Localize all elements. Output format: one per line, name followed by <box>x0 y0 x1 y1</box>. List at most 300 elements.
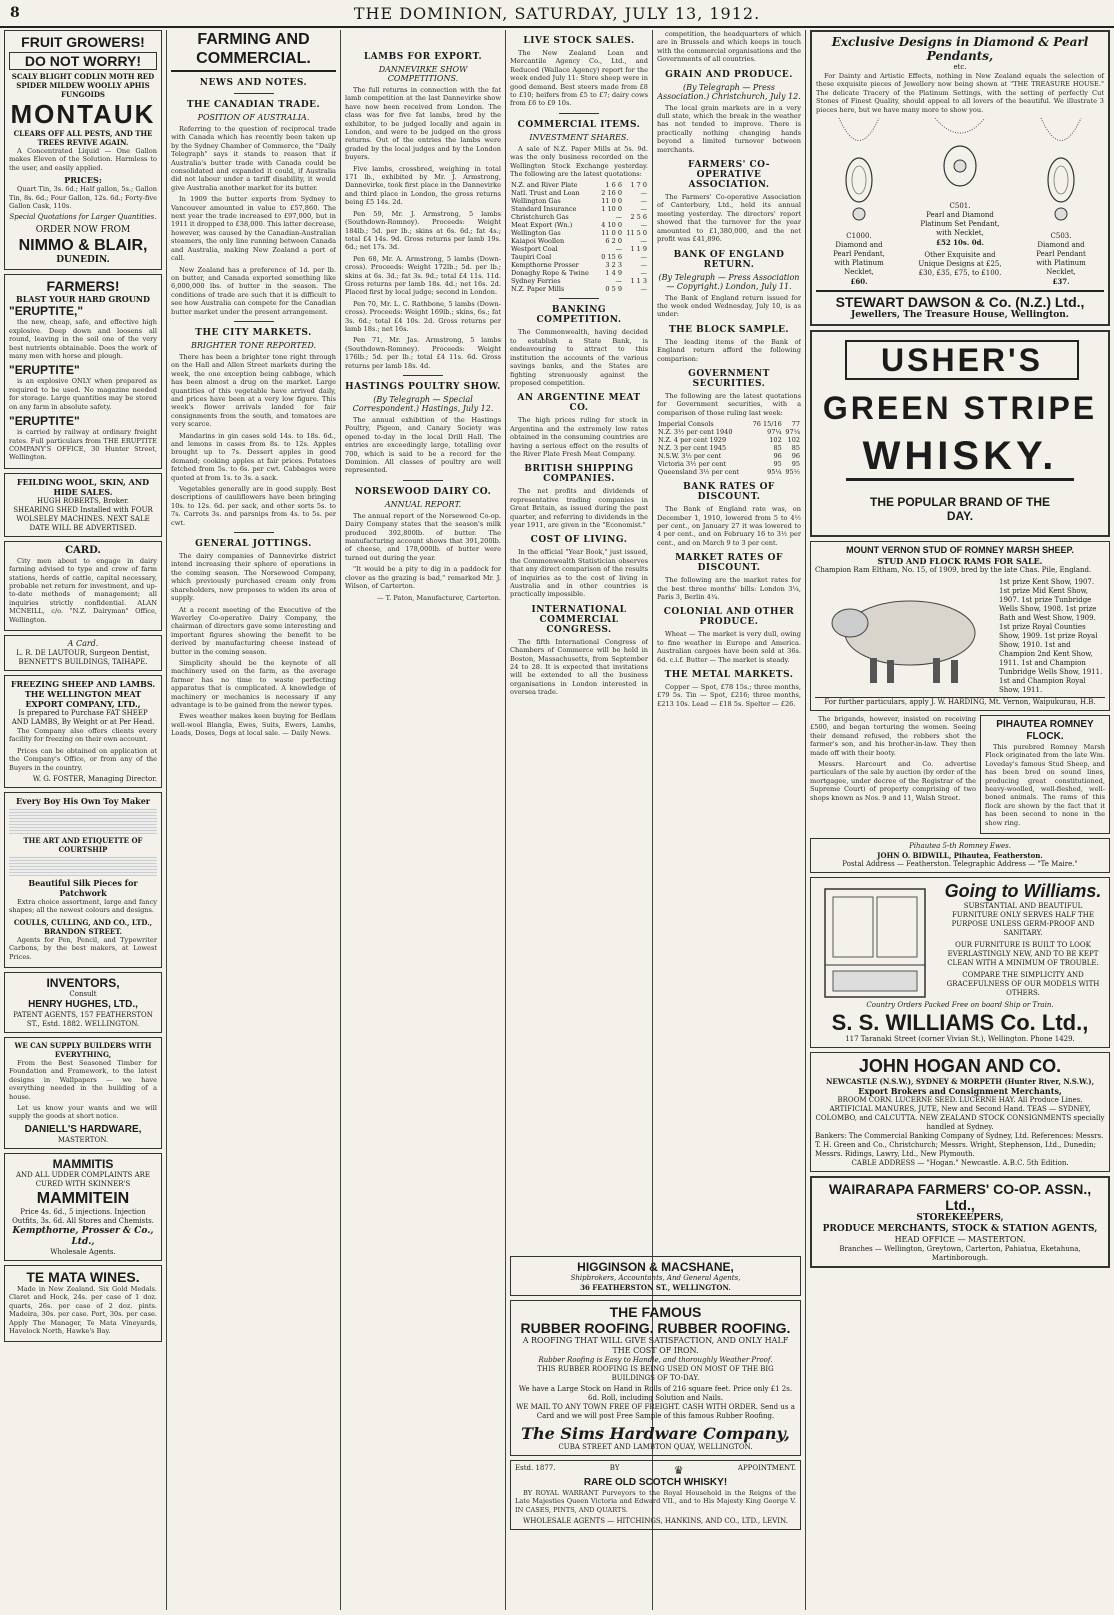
table-cell-value: 11 0 0 <box>601 229 622 238</box>
table-row <box>510 237 648 245</box>
ad-heading: Beautiful Silk Pieces for Patchwork <box>28 878 138 898</box>
table-row <box>657 452 801 460</box>
table-cell-value: 11 0 0 <box>601 197 622 206</box>
table-row <box>510 197 648 205</box>
higginson-ad <box>510 1256 801 1296</box>
article-subheading: POSITION OF AUSTRALIA. <box>197 113 310 122</box>
ad-note: Other Exquisite and Unique Designs at £25, £30, £35, £75, to £100. <box>918 251 1002 278</box>
ad-body: OUR FURNITURE IS BUILT TO LOOK EVERLASTINGLY NEW, AND TO BE KEPT CLEAN WITH A MINIMUM OF TROUBLE. <box>947 941 1099 968</box>
ad-heading: MAMMITIS <box>52 1156 114 1171</box>
item-code: C501. <box>949 202 971 211</box>
article-subheading: (By Telegraph — Special Correspondent.) Hastings, July 12. <box>352 395 494 413</box>
separator <box>559 113 599 114</box>
eruptite-ad <box>4 274 162 468</box>
table-row <box>510 229 648 237</box>
securities-table <box>657 420 801 476</box>
owner-name: JOHN O. BIDWILL, Pihautea, Featherston. <box>877 851 1043 861</box>
article-paragraph: The high prices ruling for stock in Argentina and the extremely low rates obtained in the consuming countries are having a serious effect on the results of the River Plate Fresh Meat Company. <box>510 416 648 458</box>
table-cell-name: N.Z. and River Plate <box>511 181 578 190</box>
table-cell-name: N.Z. 4 per cent 1929 <box>658 436 727 445</box>
table-row <box>657 436 801 444</box>
article-paragraph: Copper — Spot, £78 15s.; three months, £79 5s. Tin — Spot, £216; three months, £213 10s. Lead — £18 5s. Spelter — £26. <box>657 683 801 708</box>
pest-list: SCALY BLIGHT CODLIN MOTH RED SPIDER MILDEW WOOLLY APHIS FUNGOIDS <box>11 72 155 99</box>
article-subheading: (By Telegraph — Press Association — Copyright.) London, July 11. <box>658 272 800 291</box>
article-subheading: ANNUAL REPORT. <box>384 499 462 509</box>
ram-illustration <box>815 578 995 688</box>
williams-furniture-ad <box>810 877 1110 1048</box>
table-cell-value: — <box>640 237 647 246</box>
table-cell-value: 96 <box>791 452 800 461</box>
table-cell-value: 0 5 9 <box>605 285 622 294</box>
table-cell-name: Kempthorne Prosser <box>511 261 579 270</box>
ad-body: the new, cheap, safe, and effective high explosive. Deep down and loosens all round, leaving in the soil one of the very best nutrients obtainable. Does the work of many men with horse and plough. <box>9 318 157 361</box>
article-heading: THE METAL MARKETS. <box>664 670 794 681</box>
prices-label: PRICES: <box>64 175 102 186</box>
ad-body: Consult <box>69 990 97 999</box>
hardware-ad <box>4 1037 162 1149</box>
table-row <box>510 221 648 229</box>
article-paragraph: In the official "Year Book," just issued, the Commonwealth Statistician observes that any direct comparison of the results of inquiries as to the cost of living in Australia and in other countries is practically impossible. <box>510 548 648 599</box>
separator <box>234 532 274 533</box>
wool-sale-ad <box>4 473 162 537</box>
table-cell-value: 95¼ <box>767 468 782 477</box>
table-cell-value: 1 7 0 <box>630 181 647 190</box>
table-cell-value: 77 <box>791 420 800 429</box>
article-heading: COST OF LIVING. <box>530 535 628 546</box>
brand-name: GREEN STRIPE <box>822 390 1098 427</box>
ad-body: A Concentrated Liquid — One Gallon makes Eleven of the Solution. Harmless to the user, and easily applied. <box>9 147 157 172</box>
stewart-dawson-ad <box>810 30 1110 326</box>
article-paragraph: The dairy companies of Dannevirke district intend increasing their sphere of operations in the coming season. The Norsewood Company, which previously purchased cream only from shareholders, now proposes to widen its area of supply. <box>171 552 336 603</box>
table-cell-name: Westport Coal <box>511 245 558 254</box>
article-heading: BANKING COMPETITION. <box>536 305 622 326</box>
article-heading: GOVERNMENT SECURITIES. <box>688 368 770 389</box>
table-row <box>657 468 801 476</box>
pendant-item <box>1031 118 1091 286</box>
pendant-icon <box>834 118 884 228</box>
novelty-books-ad <box>4 792 162 968</box>
newspaper-title: THE DOMINION, SATURDAY, JULY 13, 1912. <box>353 4 761 23</box>
table-cell-value: — <box>640 189 647 198</box>
ad-subheading: BLAST YOUR HARD GROUND <box>15 294 150 305</box>
table-cell-value: 95 <box>791 460 800 469</box>
montauk-ad <box>4 30 162 270</box>
article-paragraph: At a recent meeting of the Executive of the Waverley Co-operative Dairy Company, the chairman of directors gave some interesting and important figures showing the benefit to be derived by manufacturing cheese instead of butter in the coming season. <box>171 605 336 656</box>
ad-heading: JOHN HOGAN AND CO. <box>858 1056 1062 1077</box>
ad-heading: A Card. <box>67 638 99 648</box>
table-cell-value: 85 <box>773 444 782 453</box>
ad-appointment: APPOINTMENT. <box>737 1464 796 1472</box>
article-paragraph: Wheat — The market is very dull, owing to fine weather in Europe and America. Australian cargoes have been sold at 36s. 6d. c.i.f. Butter — The market is steady. <box>657 630 801 664</box>
article-paragraph: New Zealand has a preference of 1d. per lb. on butter, and Canada exported something like 6,000,000 lbs. of butter in the season. The conditions of trade are such that it is difficult to see how Australia can compete for the Canadian butter market under the present arrangement. <box>171 265 336 316</box>
article-heading: GENERAL JOTTINGS. <box>195 539 312 550</box>
article-paragraph: The Commonwealth, having decided to establish a State Bank, is endeavouring to attract to this institution the accounts of the various savings banks, and the States are fighting strenuously against the proposed competition. <box>510 328 648 387</box>
masthead <box>0 0 1114 28</box>
article-paragraph: The following are the latest quotations for Government securities, with a comparison of those ruling last week: <box>657 391 801 417</box>
ad-cable: CABLE ADDRESS — "Hogan." Newcastle. A.B.C. 5th Edition. <box>851 1159 1069 1168</box>
firm-name: HENRY HUGHES, LTD., <box>28 999 138 1011</box>
table-cell-value: 3 2 3 <box>605 261 622 270</box>
ad-heading: FREEZING SHEEP AND LAMBS. <box>10 678 156 689</box>
table-cell-name: Standard Insurance <box>511 205 577 214</box>
ad-body: THIS RUBBER ROOFING IS BEING USED ON MOST OF THE BIG BUILDINGS OF TO-DAY. <box>537 1365 774 1382</box>
ad-note: Country Orders Packed Free on board Ship or Train. <box>866 1001 1054 1010</box>
article-heading: FARMERS' CO-OPERATIVE ASSOCIATION. <box>687 160 771 191</box>
article-paragraph: The New Zealand Loan and Mercantile Agency Co., Ltd., and Reduced (Wallace Agency) report for the week ended July 11: Store sheep were in good demand. Best steers made from £8 to £10; heifers from £5 to £7; dairy cows from £6 to £9 10s. <box>510 49 648 108</box>
ad-heading: Every Boy His Own Toy Maker <box>15 796 151 806</box>
crest-icon: ♛ <box>673 1464 684 1477</box>
separator <box>403 375 443 376</box>
table-row <box>657 420 801 428</box>
table-cell-value: 1 4 9 <box>605 269 622 278</box>
ad-body: Rubber Roofing is Easy to Handle, and thoroughly Weather Proof. <box>538 1356 773 1364</box>
ad-note: Special Quotations for Larger Quantities. <box>9 213 157 222</box>
ad-body: is carried by railway at ordinary freight rates. Full particulars from THE ERUPTITE COMPANY'S OFFICE, 30 Hunter Street, Wellington. <box>9 428 157 462</box>
ad-heading: MOUNT VERNON STUD OF ROMNEY MARSH SHEEP. <box>846 545 1074 556</box>
brand-name: USHER'S <box>845 340 1079 380</box>
table-row <box>510 245 648 253</box>
article-paragraph: The Bank of England return issued for the week ended Wednesday, July 10, is as under: <box>657 293 801 319</box>
table-cell-value: 96 <box>773 452 782 461</box>
firm-address: CUBA STREET AND LAMBTON QUAY, WELLINGTON. <box>558 1443 753 1451</box>
ad-body: This purebred Romney Marsh Flock originated from the late Wm. Loveday's famous Stud Sheep, and has been bred on sound lines, producing great constitutioned, heavy-woolled, well-fleshed, well-boned animals. The rams of this flock are shown by the fact that it has been second to none in the show ring. <box>985 743 1105 827</box>
article-subheading: BRIGHTER TONE REPORTED. <box>191 340 316 350</box>
ad-body: Let us know your wants and we will supply the goods at short notice. <box>9 1104 157 1121</box>
table-cell-name: Kaiapoi Woollen <box>511 237 565 246</box>
article-heading: AN ARGENTINE MEAT CO. <box>517 393 641 414</box>
item-price: £60. <box>850 277 868 287</box>
table-cell-value: 1 6 6 <box>605 181 622 190</box>
ad-etc: etc. <box>953 63 967 71</box>
table-row <box>510 189 648 197</box>
article-heading: THE CITY MARKETS. <box>195 327 312 338</box>
table-cell-value: — <box>640 205 647 214</box>
firm-address: 117 Taranaki Street (corner Vivian St.), Wellington. Phone 1429. <box>845 1035 1075 1044</box>
article-paragraph: A sale of N.Z. Paper Mills at 5s. 9d. was the only business recorded on the Wellington Stock Exchange yesterday. The following are the latest quotations: <box>510 144 648 179</box>
table-cell-name: Imperial Consols <box>658 420 714 429</box>
ad-body: BY ROYAL WARRANT Purveyors to the Royal Household in the Reigns of the Late Majesties Queen Victoria and Edward VII., and to His Majesty King George V. IN CASES, PINTS, AND QUARTS. <box>515 1489 796 1514</box>
ad-body: WE MAIL TO ANY TOWN FREE OF FREIGHT. CASH WITH ORDER. Send us a Card and we will post Free Sample of this famous Rubber Roofing. <box>516 1403 795 1420</box>
table-row <box>657 460 801 468</box>
table-cell-name: Taupiri Coal <box>511 253 552 262</box>
table-row <box>510 213 648 221</box>
table-cell-value: 95½ <box>785 468 800 477</box>
bookcase-illustration <box>815 881 935 1001</box>
ad-footer: For further particulars, apply J. W. HARDING, Mt. Vernon, Waipukurau, H.B. <box>815 697 1105 707</box>
ad-body: We have a Large Stock on Hand in Rolls of 216 square feet. Price only £1 2s. 6d. Roll, including Solution and Nails. <box>518 1385 793 1402</box>
ad-agents: WHOLESALE AGENTS — HITCHINGS, HANKINS, AND CO., LTD., LEVIN. <box>523 1517 788 1526</box>
separator <box>234 93 274 94</box>
table-row <box>510 253 648 261</box>
rubber-roofing-ad <box>510 1300 801 1456</box>
firm-address: 36 FEATHERSTON ST., WELLINGTON. <box>580 1283 731 1292</box>
table-cell-value: 102 <box>769 436 782 445</box>
article-paragraph: The local grain markets are in a very dull state, which the break in the weather has not tended to improve. There is practically nothing changing hands beyond a limited turnover between merchants. <box>657 103 801 154</box>
article-paragraph: There has been a brighter tone right through on the Hall and Allen Street markets during the week, the one exception being cabbage, which has been almost a drug on the market. Large quantities of this vegetable have arrived daily, and prices have been at a very low figure. This week's flower arrivals landed for fair consignments from the south, and tomatoes are very scarce. <box>171 352 336 429</box>
article-heading: LIVE STOCK SALES. <box>523 36 635 46</box>
dairy-card-ad <box>4 541 162 631</box>
ad-heading: THE FAMOUS <box>609 1304 702 1320</box>
branches: Branches — Wellington, Greytown, Carterton, Pahiatua, Eketahuna, Martinborough. <box>839 1245 1081 1263</box>
table-cell-value: 2 16 0 <box>601 189 622 198</box>
article-paragraph: Mandarins in gin cases sold 14s. to 18s. 6d., and lemons in cases from 8s. to 12s. Apples brought up to 7s. Dessert apples in good demand; cooking apples at fair prices. Potatoes fetched from 5s. to 6s. per cwt. Cabbages were quoted at from 1s. to 3s. a sack. <box>171 431 336 482</box>
ad-heading: INVENTORS, <box>46 976 120 991</box>
article-heading: INTERNATIONAL COMMERCIAL CONGRESS. <box>531 604 627 635</box>
article-heading: LAMBS FOR EXPORT. <box>363 52 483 62</box>
table-cell-name: Sydney Ferries <box>511 277 561 286</box>
article-heading: HASTINGS POULTRY SHOW. <box>345 382 501 392</box>
separator <box>403 480 443 481</box>
table-cell-value: 11 5 0 <box>626 229 647 238</box>
firm-city: DUNEDIN. <box>56 255 110 266</box>
table-cell-name: N.Z. 3½ per cent 1940 <box>658 428 733 437</box>
ad-body: For Dainty and Artistic Effects, nothing in New Zealand equals the selection of these exquisite pieces of Jewellery now being shown at "THE TREASURE HOUSE." The delicate Tracery of the Platinum Settings, with the setting of perfectly Cut Stones of Finest Quality, should appeal to all lovers of the beautiful. We illustrate 3 pieces here, but we have many more to show you. <box>816 72 1104 114</box>
article-subheading: DANNEVIRKE SHOW COMPETITIONS. <box>378 65 468 83</box>
pendant-item <box>915 118 1005 286</box>
column-4-commercial <box>510 30 648 1250</box>
ad-tagline: A ROOFING THAT WILL GIVE SATISFACTION, AND ONLY HALF THE COST OF IRON. <box>522 1336 789 1355</box>
firm-name: STEWART DAWSON & Co. (N.Z.) Ltd., <box>816 290 1104 310</box>
article-subheading: INVESTMENT SHARES. <box>529 132 629 142</box>
pihautea-ad <box>980 715 1110 834</box>
article-paragraph: The annual report of the Norsewood Co-op. Dairy Company states that the season's milk produced 392,800lb. of butter. The manufacturing account shows that 391,200lb. of cheese, and 178,000lb. of butter were turned out during the year. <box>345 511 501 562</box>
ad-body: City men about to engage in dairy farming advised to type and crew of farm stations, herds of cattle, capital necessary, probable net return for investment, and up-to-date methods of management; all inquiries strictly confidential. ALAN MCNEILL, c/o. "N.Z. Dairyman" Office, Wellington. <box>9 556 157 624</box>
pendant-icon <box>930 118 990 198</box>
article-paragraph: The following are the market rates for the best three months' bills: London 3¼, Paris 3, Berlin 4¼. <box>657 576 801 601</box>
table-cell-value: 6 2 0 <box>605 237 622 246</box>
table-cell-value: — <box>640 261 647 270</box>
ad-body: SUBSTANTIAL AND BEAUTIFUL FURNITURE ONLY SERVES HALF THE PURPOSE UNLESS GERM-PROOF AND SANITARY. <box>951 902 1095 938</box>
ad-heading: FRUIT GROWERS! <box>21 34 145 50</box>
table-cell-value: 97¼ <box>767 428 782 437</box>
ad-subheading: BROOM CORN. LUCERNE SEED. LUCERNE HAY. All Produce Lines. <box>837 1096 1083 1105</box>
article-heading: THE CANADIAN TRADE. <box>186 100 321 110</box>
ad-body: SHEARING SHED Installed with FOUR WOLSELEY MACHINES. NEXT SALE DATE WILL BE ADVERTISED. <box>13 505 153 532</box>
image-caption: Pihautea 5-th Romney Ewes. <box>909 842 1011 851</box>
table-cell-value: 95 <box>773 460 782 469</box>
article-heading: MARKET RATES OF DISCOUNT. <box>675 553 783 574</box>
ad-heading: DO NOT WORRY! <box>9 52 157 70</box>
item-code: C503. <box>1050 232 1072 241</box>
column-5-markets <box>657 30 801 1250</box>
firm-name: Kempthorne, Prosser & Co., Ltd., <box>12 1225 154 1247</box>
ad-body: Extra choice assortment, large and fancy shapes; all the newest colours and designs. <box>9 898 157 915</box>
firm-role: Shipbrokers, Accountants, And General Agents, <box>570 1274 741 1282</box>
table-cell-name: Meat Export (Wn.) <box>511 221 573 230</box>
column-rule <box>166 30 167 1610</box>
table-cell-name: N.Z. Paper Mills <box>511 285 565 294</box>
article-paragraph: The net profits and dividends of representative trading companies in Great Britain, as issued during the past quarter, and referring to dividends in the year 1911, are given in the "Economist." <box>510 487 648 529</box>
share-prices-table <box>510 181 648 293</box>
item-price: £37. <box>1052 277 1070 287</box>
article-subheading: (By Telegraph — Press Association.) Christchurch, July 12. <box>657 82 801 101</box>
ad-body: Champion Ram Eltham, No. 15, of 1909, bred by the late Chas. Pile, England. <box>815 566 1092 575</box>
patent-agents-ad <box>4 972 162 1033</box>
article-heading: BANK OF ENGLAND RETURN. <box>673 249 785 270</box>
raid-continued <box>810 715 976 838</box>
article-paragraph: The Farmers' Co-operative Association of Canterbury, Ltd., held its annual meeting yesterday. The directors' report showed that the turnover for the year amounted to £1,380,000, and the net profit was £41,896. <box>657 193 801 244</box>
ad-body: Made in New Zealand. Six Gold Medals. Claret and Hock, 24s. per case of 1 doz. quarts, 26s. per case of 2 doz. pints. Madeira, 30s. per case. Port, 30s. per case. Apply The Manager, Te Mata Vineyards, Havelock North, Hawke's Bay. <box>9 1284 157 1335</box>
pendant-item <box>829 118 889 286</box>
table-cell-value: 1 10 0 <box>601 205 622 214</box>
table-cell-value: — <box>615 245 622 254</box>
scotch-whisky-ad <box>510 1460 801 1530</box>
article-heading: THE BLOCK SAMPLE. <box>668 324 790 335</box>
table-cell-value: 97¼ <box>785 428 800 437</box>
table-cell-value: 85 <box>791 444 800 453</box>
separator <box>234 321 274 322</box>
table-cell-value: 76 15/16 <box>752 420 782 429</box>
bottom-ads-middle <box>510 1256 801 1610</box>
brand-name: "ERUPTITE," <box>9 304 84 319</box>
item-price: £52 10s. 0d. <box>936 238 984 248</box>
table-cell-value: 4 10 0 <box>601 221 622 230</box>
table-cell-value: — <box>615 213 622 222</box>
section-banner: FARMING AND COMMERCIAL. <box>171 30 336 72</box>
ad-body: Price 4s. 6d., 5 injections. Injection Outfits, 3s. 6d. All Stores and Chemists. <box>12 1207 154 1225</box>
table-row <box>510 269 648 277</box>
item-desc: Pearl and Diamond Platinum Set Pendant, with Necklet, <box>920 211 1000 238</box>
article-paragraph: The fifth International Congress of Chambers of Commerce will be held in Boston, Massachusetts, from September 24 to 28. It is expected that invitations will be extended to all the business organisations in London interested in oversea trade. <box>510 637 648 697</box>
article-heading: BANK RATES OF DISCOUNT. <box>683 482 775 503</box>
ad-body: Is prepared to Purchase FAT SHEEP AND LAMBS, By Weight or at Per Head. <box>11 708 155 726</box>
table-cell-name: Natl. Trust and Loan <box>511 189 580 198</box>
prize-list: 1st prize Kent Show, 1907. 1st prize Mid Kent Show, 1907. 1st prize Tunbridge Wells Show, 1908. 1st prize Bath and West Show, 1909. 1st prize Royal Counties Show, 1909. 1st prize Royal Show, 1910. 1st and Champion 2nd Kent Show, 1911. 1st and Champion Tunbridge Wells Show, 1911. 1st and Champion Royal Show, 1911. <box>999 578 1103 695</box>
ad-subheading: NEWCASTLE (N.S.W.), SYDNEY & MORPETH (Hunter River, N.S.W.), <box>825 1077 1095 1087</box>
firm-name: HUGH ROBERTS, Broker. <box>37 496 129 505</box>
article-paragraph: Ewes weather makes keen buying for Bedlam well-wool Blangla, Ewes, Suits, Ewers, Lambs, Loads, Doses, Dogs at local sale. — Daily News. <box>171 712 336 738</box>
ad-body: Prices can be obtained on application at the Company's Office, or from any of the Buyers in the country. <box>9 746 157 772</box>
firm-name: DANIELL'S HARDWARE, <box>24 1123 142 1135</box>
firm-city: MASTERTON. <box>57 1135 109 1144</box>
table-cell-name: Christchurch Gas <box>511 213 569 222</box>
ad-heading: TE MATA WINES. <box>26 1268 140 1285</box>
article-paragraph: In 1909 the butter exports from Sydney to Vancouver amounted in value to £57,860. The next year the trade increased to £97,000, but in 1911 it dropped to £38,000. This latter decrease, however, was caused by the Canadian-Australian steamers, the only line running between Canada and Australia, making New Zealand a port of call. <box>171 195 336 263</box>
table-cell-value: — <box>640 269 647 278</box>
table-row <box>657 444 801 452</box>
ad-signature: W. G. FOSTER, Managing Director. <box>32 775 157 783</box>
john-hogan-ad <box>810 1052 1110 1172</box>
firm-name: The Sims Hardware Company, <box>521 1424 790 1443</box>
column-rule <box>805 30 806 1610</box>
ad-heading: WAIRARAPA FARMERS' CO-OP. ASSN., Ltd., <box>828 1181 1092 1214</box>
table-row <box>510 277 648 285</box>
book-illustration <box>9 856 157 876</box>
article-paragraph: Five lambs, crossbred, weighing in total 171 lb., exhibited by Mr. J. Armstrong, Dannevirke, took first place in the Dannevirke and third place in London, the gross returns being £5 14s. 2d. <box>345 164 501 207</box>
article-paragraph: Messrs. Harcourt and Co. advertise particulars of the sale by auction (by order of the mortgagee, under decree of the Registrar of the Supreme Court) of property comprising of two shops known as Nos. 9 and 11, Walsh Street. <box>810 760 976 802</box>
firm-name: NIMMO & BLAIR, <box>18 237 148 255</box>
romney-stud-ad <box>810 541 1110 711</box>
separator <box>559 298 599 299</box>
table-row <box>510 285 648 293</box>
pihautea-footer <box>810 838 1110 873</box>
ad-body: Agents for Pen, Pencil, and Typewriter Carbons, by the best makers, at Lowest Prices. <box>9 935 157 961</box>
article-heading: COMMERCIAL ITEMS. <box>517 119 641 130</box>
brand-name: "ERUPTITE" <box>9 414 80 429</box>
ad-tagline: CLEARS OFF ALL PESTS, AND THE TREES REVIVE AGAIN. <box>13 129 153 147</box>
article-paragraph: Pen 70, Mr. L. C. Rathbone, 5 lambs (Down-cross). Proceeds: Weight 169lb.; skins, 6s.; fat 3s. 6d.; total £4 10s. 2d. Gross returns per lamb 18s.; net 16s. <box>345 299 501 333</box>
pendant-row <box>816 118 1104 286</box>
ad-body: AND ALL UDDER COMPLAINTS ARE CURED WITH SKINNER'S <box>15 1170 150 1188</box>
ad-subheading: Export Brokers and Consignment Merchants, <box>858 1086 1062 1097</box>
ad-body: PATENT AGENTS, 157 FEATHERSTON ST., Estd. 1882. WELLINGTON. <box>13 1011 153 1029</box>
column-rule <box>340 30 341 1610</box>
table-cell-value: 102 <box>787 436 800 445</box>
brand-name: MAMMITEIN <box>36 1189 130 1207</box>
ad-heading: THE ART AND ETIQUETTE OF COURTSHIP <box>23 836 143 854</box>
article-heading: COLONIAL AND OTHER PRODUCE. <box>663 607 795 628</box>
article-paragraph: Pen 71, Mr. Jas. Armstrong, 5 lambs (Southdown-Romney). Proceeds: Weight 176lb.; 5d. per lb.; total £4 11s. 6d. Gross returns per lamb 18s. 4d. <box>345 336 501 370</box>
article-paragraph: Pen 68, Mr. A. Armstrong, 5 lambs (Down-cross). Proceeds: Weight 172lb.; 5d. per lb.; skins at 6s. 3d.; fat 3s. 9d.; total £4 11s. 11d. Gross returns per lamb 18s. 4d.; net 16s. 2d. Placed first by local judge; second in London. <box>345 254 501 297</box>
article-paragraph: Vegetables generally are in good supply. Best descriptions of cauliflowers have been bringing 10s. to 12s. 6d. per sack, and other sorts 5s. to 7s. Carrots 3s. and parsnips from 4s. to 5s. per cwt. <box>171 485 336 527</box>
ad-body: is an explosive ONLY when prepared as required to be used. No magazine needed for storage. Large quantities may be stored on any farm in absolute safety. <box>9 377 157 411</box>
article-paragraph: Referring to the question of reciprocal trade with Canada which has recently been taken up by the Sydney Chamber of Commerce, the "Daily Telegraph" says it stands to reason that if Australia's butter trade with Canada could be consolidated and expanded it could, if Australia did not labour under a tariff disability, it would give Australia another market for its butter. <box>171 125 336 192</box>
table-row <box>510 205 648 213</box>
firm-name: THE WELLINGTON MEAT EXPORT COMPANY, LTD., <box>24 688 142 709</box>
ad-prices: Quart Tin, 3s. 6d.; Half gallon, 5s.; Gallon Tin, 8s. 6d.; Four Gallon, 12s. 6d.; Forty-five Gallon Cask, 110s. <box>9 185 157 211</box>
article-paragraph: The full returns in connection with the fat lamb competition at the last Dannevirke show have now been received from London. The class was for five fat lambs, bred by the exhibitor, to be judged locally and again in London, and were to be judged on the gross returns. Out of the entries the lambs were graded by the local judges and by the London buyers. <box>345 86 501 162</box>
table-cell-value: 1 1 3 <box>630 277 647 286</box>
table-cell-value: — <box>615 277 622 286</box>
section-subheading: NEWS AND NOTES. <box>199 78 308 88</box>
ad-body: The Company also offers clients every facility for freezing on their own account. <box>9 726 157 744</box>
table-cell-value: 2 5 6 <box>630 213 647 222</box>
table-cell-value: 1 1 9 <box>630 245 647 254</box>
firm-name: HIGGINSON & MACSHANE, <box>577 1260 734 1274</box>
ad-subheading: PRODUCE MERCHANTS, STOCK & STATION AGENTS, <box>822 1224 1098 1235</box>
ad-tagline: THE POPULAR BRAND OF THE DAY. <box>870 495 1050 524</box>
meat-export-ad <box>4 675 162 788</box>
table-cell-value: — <box>640 221 647 230</box>
table-cell-value: — <box>640 197 647 206</box>
ad-body: ARTIFICIAL MANURES, JUTE, New and Second Hand. TEAS — SYDNEY, COLOMBO, and CALCUTTA. NEW ZEALAND STOCK CONSIGNMENTS specially handled at Sydney. <box>815 1105 1105 1132</box>
column-2-farming <box>171 30 336 1610</box>
ad-estd: Estd. 1877. <box>515 1464 556 1472</box>
table-row <box>657 428 801 436</box>
table-cell-name: Donaghy Rope & Twine <box>511 269 589 278</box>
brand-name: MONTAUK <box>10 99 156 129</box>
page-number: 8 <box>10 5 20 21</box>
ad-heading: Exclusive Designs in Diamond & Pearl Pendants, <box>831 35 1089 63</box>
firm-name: COULLS, CULLING, AND CO., LTD., BRANDON STREET. <box>13 917 153 936</box>
usher-whisky-ad <box>810 330 1110 537</box>
article-paragraph: The leading items of the Bank of England return afford the following comparison: <box>657 337 801 363</box>
wairarapa-ad <box>810 1176 1110 1268</box>
ad-heading: CARD. <box>65 544 101 556</box>
ad-body: From the Best Seasoned Timber for Foundation and Framework, to the latest designs in Wallpapers — we have everything needed in the building of a house. <box>9 1059 157 1101</box>
head-office: HEAD OFFICE — MASTERTON. <box>894 1235 1026 1245</box>
table-row <box>510 261 648 269</box>
firm-tagline: Jewellers, The Treasure House, Wellington. <box>851 310 1069 321</box>
ad-references: Bankers: The Commercial Banking Company of Sydney, Ltd. References: Messrs. T. H. Green and Co., Christchurch; Messrs. Wright, Stephenson, Ltd., Dunedin; Messrs. Ridings, Lawry, Ltd., New Plymouth. <box>815 1132 1104 1159</box>
table-cell-name: N.Z. 3 per cent 1945 <box>658 444 727 453</box>
firm-role: Wholesale Agents. <box>50 1247 116 1256</box>
table-cell-name: Queensland 3½ per cent <box>658 468 740 477</box>
article-paragraph: competition, the headquarters of which are in Brussels and which keeps in touch with the commercial organisations and the Governments of all countries. <box>657 30 801 64</box>
ad-heading: FEILDING WOOL, SKIN, AND HIDE SALES. <box>16 476 150 497</box>
mammitein-ad <box>4 1153 162 1261</box>
table-cell-name: Wellington Gas <box>511 197 561 206</box>
item-desc: Diamond and Pearl Pendant, with Platinum Necklet, <box>833 241 885 277</box>
ad-order: ORDER NOW FROM <box>35 225 131 236</box>
column-3-lambs <box>345 30 501 1610</box>
ad-heading: Going to Williams. <box>944 881 1102 902</box>
table-cell-value: — <box>640 253 647 262</box>
ad-subheading: STUD AND FLOCK RAMS FOR SALE. <box>877 556 1043 567</box>
table-cell-name: N.S.W. 3½ per cent <box>658 452 722 461</box>
ad-heading: WE CAN SUPPLY BUILDERS WITH EVERYTHING, <box>14 1041 152 1060</box>
dentist-card-ad <box>4 635 162 671</box>
